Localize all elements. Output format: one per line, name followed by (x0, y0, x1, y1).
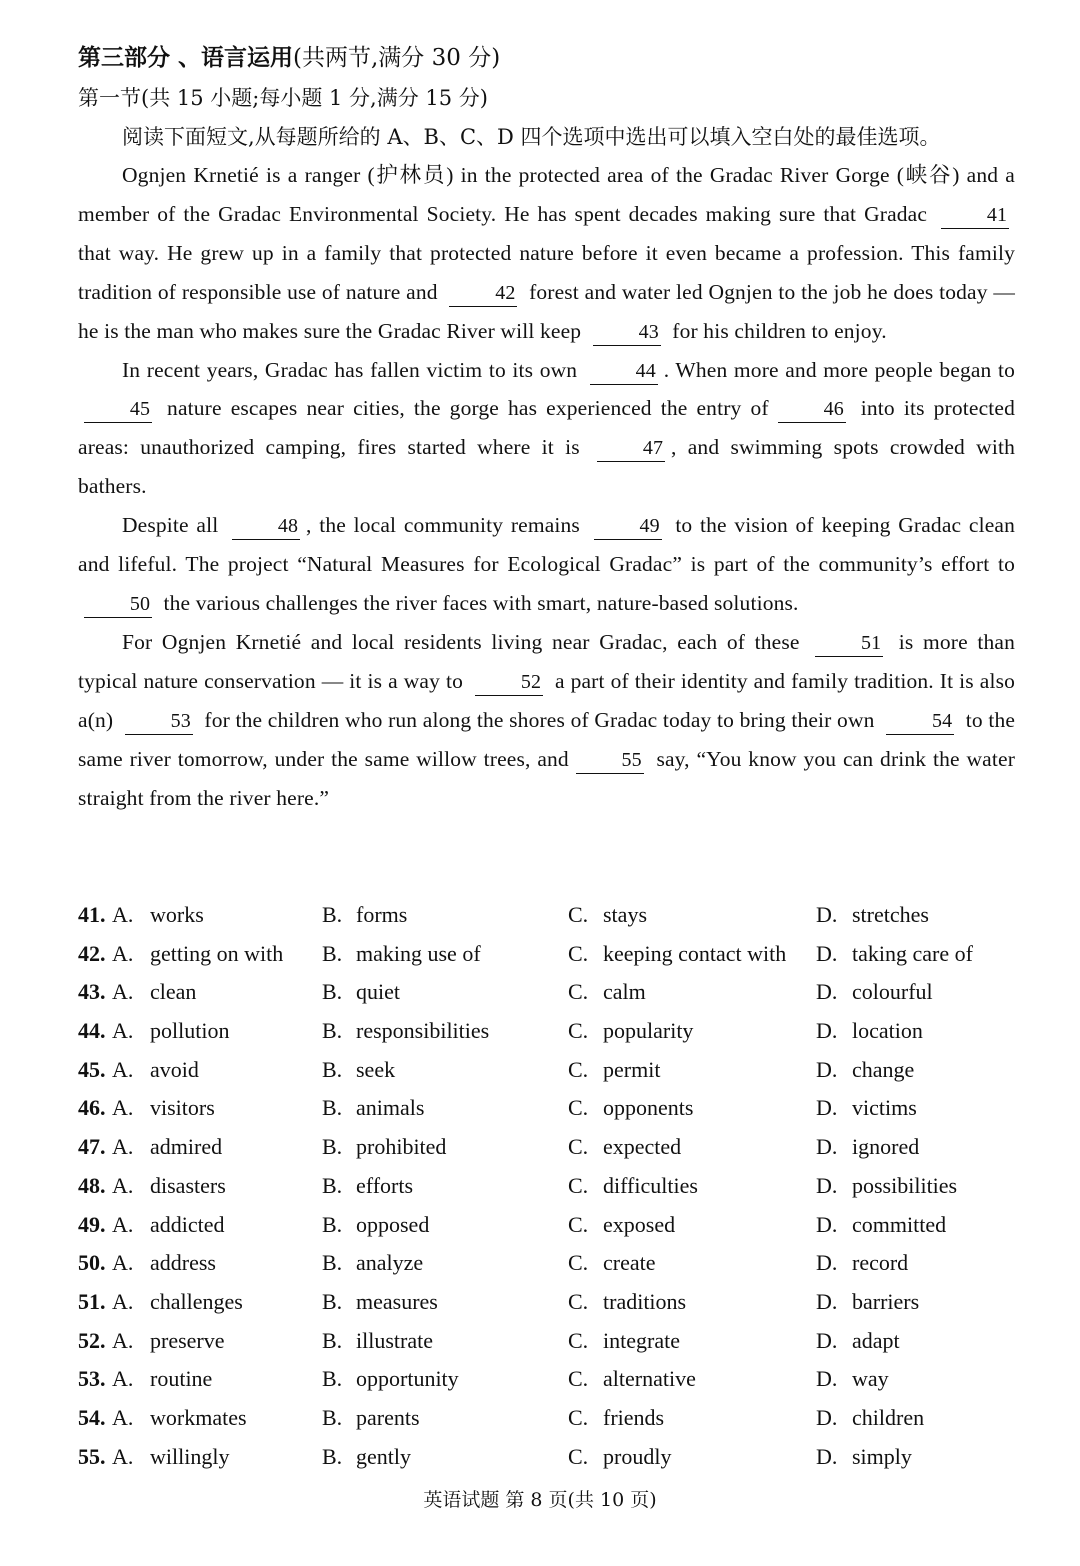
question-number: 46. (78, 1095, 106, 1121)
blank-52: 52 (475, 669, 543, 696)
blank-49: 49 (594, 513, 662, 540)
option-a: disasters (150, 1172, 226, 1198)
option-letter-c: C. (568, 1172, 589, 1198)
option-letter-d: D. (816, 1366, 838, 1392)
option-letter-a: A. (112, 1056, 134, 1082)
passage-text: For Ognjen Krnetié and local residents living near Gradac, each of these (122, 629, 800, 654)
option-letter-a: A. (112, 1250, 134, 1276)
option-letter-d: D. (816, 1095, 838, 1121)
question-row (78, 896, 1015, 935)
option-letter-d: D. (816, 1134, 838, 1160)
option-letter-b: B. (322, 1404, 343, 1430)
paragraph-3 (78, 506, 1015, 623)
question-row (78, 1206, 1015, 1245)
option-letter-b: B. (322, 1172, 343, 1198)
option-a: challenges (150, 1288, 243, 1314)
option-letter-c: C. (568, 1327, 589, 1353)
option-letter-c: C. (568, 979, 589, 1005)
option-b: responsibilities (356, 1018, 490, 1044)
option-letter-a: A. (112, 1404, 134, 1430)
instruction-text: 阅读下面短文,从每题所给的 A、B、C、D 四个选项中选出可以填入空白处的最佳选项。 (122, 125, 941, 149)
paragraph-4 (78, 623, 1015, 818)
option-letter-c: C. (568, 1056, 589, 1082)
option-b: quiet (356, 979, 400, 1005)
question-row (78, 1167, 1015, 1206)
option-letter-a: A. (112, 1018, 134, 1044)
option-c: opponents (603, 1095, 694, 1121)
option-letter-c: C. (568, 1211, 589, 1237)
passage-text: for the children who run along the shores of Gradac today to bring their own (204, 707, 875, 732)
option-b: making use of (356, 940, 481, 966)
option-c: stays (603, 902, 647, 927)
passage-text: Ognjen Krnetié is a ranger (护林员) in the protected area of the Gradac River Gorge (峡谷) and a member of the Gradac Environmental Society. He has spent decades making sure that Gradac (78, 163, 1015, 226)
option-letter-b: B. (322, 1211, 343, 1237)
option-letter-c: C. (568, 1366, 589, 1392)
option-letter-b: B. (322, 1443, 343, 1469)
option-b: analyze (356, 1250, 424, 1276)
page-footer: 英语试题 第 8 页(共 10 页) (423, 1489, 657, 1511)
option-b: prohibited (356, 1134, 447, 1160)
option-letter-a: A. (112, 1211, 134, 1237)
option-c: difficulties (603, 1172, 698, 1198)
passage-text: for his children to enjoy. (672, 318, 887, 343)
passage-text: to the same river tomorrow, under the same willow trees, and (78, 707, 1016, 771)
option-letter-c: C. (568, 1404, 589, 1430)
question-row (78, 1283, 1015, 1322)
option-a: pollution (150, 1018, 230, 1044)
option-c: integrate (603, 1327, 680, 1353)
passage-text: to the vision of keeping Gradac clean and lifeful. The project “Natural Measures for Ecological Gradac” is part of the community’s effort to (78, 513, 1015, 577)
option-a: admired (150, 1134, 223, 1160)
option-letter-a: A. (112, 1095, 134, 1121)
passage-text: Despite all (122, 513, 219, 538)
blank-41: 41 (941, 202, 1009, 229)
question-number: 44. (78, 1018, 106, 1044)
option-a: getting on with (150, 940, 284, 966)
option-letter-b: B. (322, 1095, 343, 1121)
option-d: adapt (852, 1327, 900, 1353)
passage-text: say, “You know you can drink the water straight from the river here.” (78, 746, 1016, 810)
question-row (78, 1089, 1015, 1128)
question-row (78, 1399, 1015, 1438)
question-number: 43. (78, 979, 106, 1005)
option-c: calm (603, 979, 646, 1005)
option-d: change (852, 1056, 915, 1082)
option-letter-a: A. (112, 1327, 134, 1353)
blank-51: 51 (815, 630, 883, 657)
option-letter-b: B. (322, 1327, 343, 1353)
cloze-passage (78, 156, 1015, 817)
option-a: addicted (150, 1211, 225, 1237)
option-letter-a: A. (112, 1134, 134, 1160)
option-b: forms (356, 902, 408, 927)
option-letter-c: C. (568, 1288, 589, 1314)
option-a: works (150, 902, 204, 927)
section-heading: 第一节(共 15 小题;每小题 1 分,满分 15 分) (78, 86, 488, 110)
option-letter-b: B. (322, 1250, 343, 1276)
question-number: 52. (78, 1327, 106, 1353)
option-letter-d: D. (816, 979, 838, 1005)
option-letter-c: C. (568, 940, 589, 966)
option-c: traditions (603, 1288, 687, 1314)
option-letter-c: C. (568, 902, 589, 927)
blank-44: 44 (590, 358, 658, 385)
question-row (78, 1438, 1015, 1477)
option-c: alternative (603, 1366, 696, 1392)
question-row (78, 1012, 1015, 1051)
option-b: efforts (356, 1172, 414, 1198)
option-letter-d: D. (816, 1211, 838, 1237)
question-row (78, 973, 1015, 1012)
blank-54: 54 (886, 708, 954, 735)
option-letter-d: D. (816, 1018, 838, 1044)
option-d: simply (852, 1443, 912, 1469)
blank-55: 55 (576, 747, 644, 774)
option-letter-c: C. (568, 1250, 589, 1276)
option-letter-a: A. (112, 1366, 134, 1392)
option-c: popularity (603, 1018, 694, 1044)
option-b: parents (356, 1404, 420, 1430)
option-d: stretches (852, 902, 929, 927)
option-letter-d: D. (816, 1288, 838, 1314)
option-letter-a: A. (112, 940, 134, 966)
option-letter-b: B. (322, 1018, 343, 1044)
option-letter-b: B. (322, 1366, 343, 1392)
option-letter-d: D. (816, 940, 838, 966)
blank-46: 46 (778, 396, 846, 423)
passage-text: that way. He grew up in a family that protected nature before it even became a profession. This family tradition of responsible use of nature and (78, 240, 1015, 304)
option-a: clean (150, 979, 197, 1005)
option-c: friends (603, 1404, 665, 1430)
option-d: victims (852, 1095, 917, 1121)
option-letter-b: B. (322, 979, 343, 1005)
part-score: (共两节,满分 30 分) (293, 45, 501, 71)
option-a: routine (150, 1366, 213, 1392)
passage-text: is more than typical nature conservation — it is a way to (78, 629, 1015, 693)
question-number: 53. (78, 1366, 106, 1392)
option-a: preserve (150, 1327, 225, 1353)
question-row (78, 1360, 1015, 1399)
option-a: workmates (150, 1404, 247, 1430)
option-d: taking care of (852, 940, 973, 966)
question-number: 41. (78, 902, 106, 927)
paragraph-2 (78, 351, 1015, 507)
passage-text: into its protected areas: unauthorized camping, fires started where it is (78, 396, 1015, 460)
option-d: colourful (852, 979, 933, 1005)
option-d: committed (852, 1211, 947, 1237)
option-b: gently (356, 1443, 411, 1469)
option-letter-a: A. (112, 902, 134, 927)
option-b: illustrate (356, 1327, 433, 1353)
option-d: possibilities (852, 1172, 958, 1198)
blank-45: 45 (84, 396, 152, 423)
option-a: address (150, 1250, 216, 1276)
passage-text: In recent years, Gradac has fallen victim to its own (122, 357, 578, 382)
passage-text: a part of their identity and family tradition. It is also a(n) (78, 668, 1015, 732)
option-letter-c: C. (568, 1134, 589, 1160)
option-letter-b: B. (322, 1134, 343, 1160)
question-number: 42. (78, 940, 106, 966)
passage-text: forest and water led Ognjen to the job he does today — he is the man who makes sure the Gradac River will keep (78, 279, 1016, 343)
option-d: location (852, 1018, 923, 1044)
part-title: 第三部分 、语言运用 (78, 45, 294, 71)
option-d: record (852, 1250, 909, 1276)
option-letter-d: D. (816, 1172, 838, 1198)
blank-42: 42 (449, 280, 517, 307)
option-a: willingly (150, 1443, 230, 1469)
option-b: measures (356, 1288, 438, 1314)
option-d: children (852, 1404, 925, 1430)
option-letter-b: B. (322, 1056, 343, 1082)
option-d: ignored (852, 1134, 920, 1160)
passage-text: . When more and more people began to (663, 357, 1016, 382)
option-d: way (852, 1366, 889, 1392)
option-a: visitors (150, 1095, 215, 1121)
option-c: create (603, 1250, 656, 1276)
option-b: opportunity (356, 1366, 459, 1392)
paragraph-1 (78, 156, 1015, 351)
question-row (78, 1128, 1015, 1167)
question-number: 49. (78, 1211, 106, 1237)
blank-47: 47 (597, 435, 665, 462)
question-number: 45. (78, 1056, 106, 1082)
option-letter-b: B. (322, 1288, 343, 1314)
blank-48: 48 (232, 513, 300, 540)
option-letter-b: B. (322, 940, 343, 966)
passage-text: , and swimming spots crowded with bathers. (78, 435, 1015, 499)
answer-options (78, 896, 1015, 1476)
question-number: 54. (78, 1404, 106, 1430)
question-row (78, 1051, 1015, 1090)
passage-text: the various challenges the river faces with smart, nature-based solutions. (163, 590, 799, 615)
question-row (78, 935, 1015, 974)
question-number: 48. (78, 1172, 106, 1198)
option-letter-d: D. (816, 1443, 838, 1469)
blank-43: 43 (593, 319, 661, 346)
option-letter-c: C. (568, 1018, 589, 1044)
question-number: 55. (78, 1443, 106, 1469)
option-c: proudly (603, 1443, 672, 1469)
option-d: barriers (852, 1288, 920, 1314)
option-letter-c: C. (568, 1095, 589, 1121)
option-letter-a: A. (112, 1172, 134, 1198)
option-c: permit (603, 1056, 661, 1082)
question-row (78, 1244, 1015, 1283)
question-number: 51. (78, 1288, 106, 1314)
option-letter-d: D. (816, 1056, 838, 1082)
passage-text: , the local community remains (306, 513, 580, 538)
option-letter-a: A. (112, 979, 134, 1005)
option-c: expected (603, 1134, 682, 1160)
option-c: exposed (603, 1211, 676, 1237)
question-row (78, 1322, 1015, 1361)
option-letter-d: D. (816, 902, 838, 927)
option-letter-a: A. (112, 1443, 134, 1469)
option-letter-d: D. (816, 1404, 838, 1430)
question-number: 47. (78, 1134, 106, 1160)
blank-50: 50 (84, 591, 152, 618)
option-b: opposed (356, 1211, 430, 1237)
option-c: keeping contact with (603, 940, 787, 966)
passage-text: nature escapes near cities, the gorge has experienced the entry of (167, 396, 769, 421)
option-b: seek (356, 1056, 396, 1082)
question-number: 50. (78, 1250, 106, 1276)
option-letter-a: A. (112, 1288, 134, 1314)
blank-53: 53 (125, 708, 193, 735)
option-letter-d: D. (816, 1327, 838, 1353)
option-letter-d: D. (816, 1250, 838, 1276)
option-a: avoid (150, 1056, 199, 1082)
option-letter-b: B. (322, 902, 343, 927)
option-letter-c: C. (568, 1443, 589, 1469)
option-b: animals (356, 1095, 425, 1121)
part-heading (78, 40, 500, 76)
